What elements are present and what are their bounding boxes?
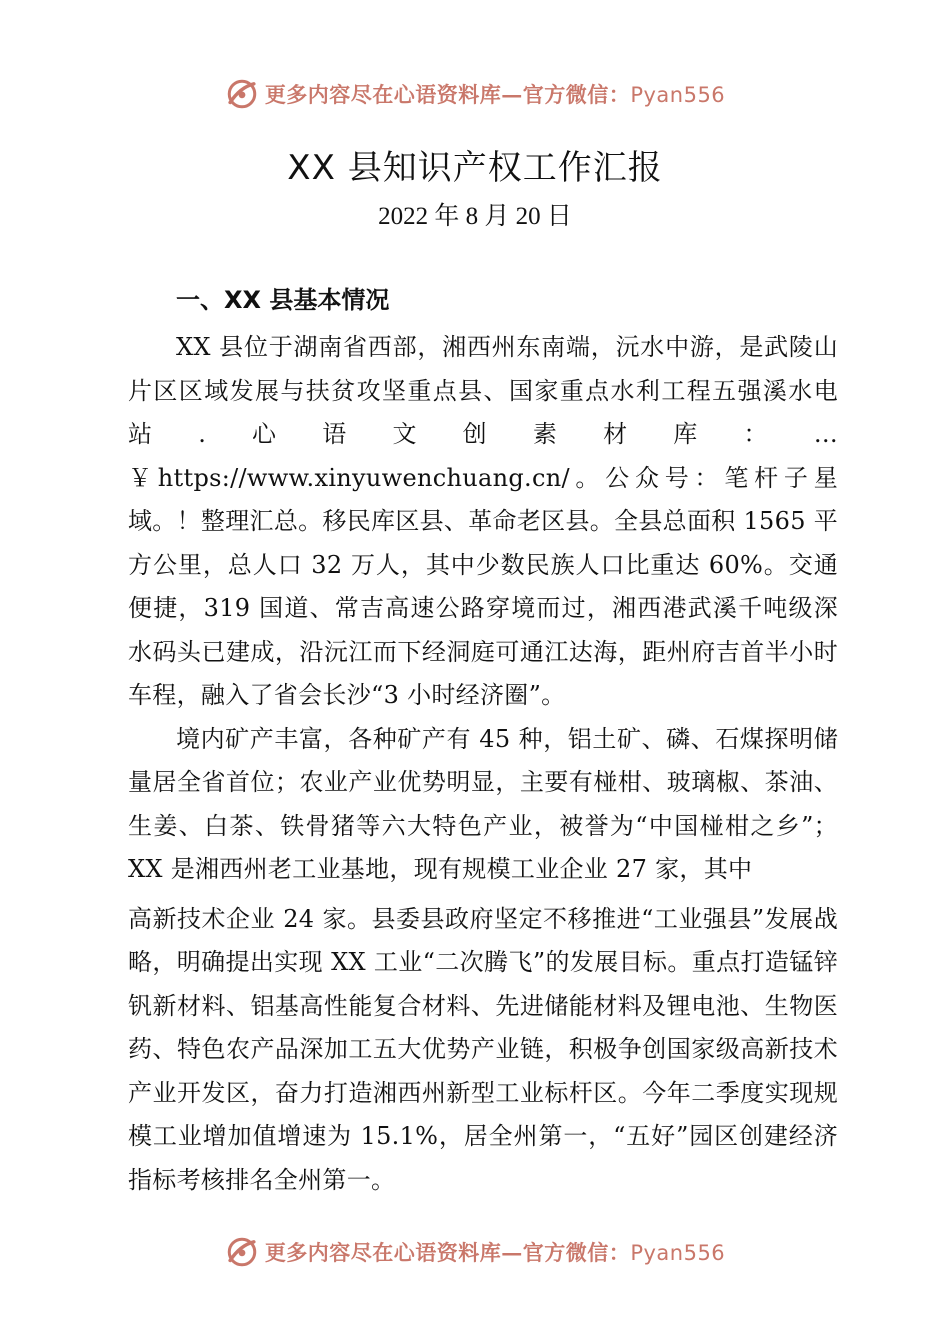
document-date: 2022 年 8 月 20 日: [378, 203, 572, 230]
watermark-banner-bottom: [0, 1230, 950, 1274]
section-heading: 一、XX 县基本情况: [176, 286, 390, 314]
watermark-banner-top: [0, 72, 950, 116]
document-title: XX 县知识产权工作汇报: [287, 148, 663, 188]
watermark-wechat-id: Pyan556: [630, 1241, 726, 1265]
watermark-wechat-id: Pyan556: [630, 83, 726, 107]
paragraph-2: 境内矿产丰富，各种矿产有 45 种，铝土矿、磷、石煤探明储量居全省首位；农业产业优势明显，主要有椪柑、玻璃椒、茶油、生姜、白茶、铁骨猪等六大特色产业，被誉为“中国椪柑之乡”；XX 是湘西州老工业基地，现有规模工业企业 27 家，其中: [128, 724, 838, 883]
paragraph-3: 高新技术企业 24 家。县委县政府坚定不移推进“工业强县”发展战略，明确提出实现 XX 工业“二次腾飞”的发展目标。重点打造锰锌钒新材料、铝基高性能复合材料、先进储能材料及锂电池、生物医药、特色农产品深加工五大优势产业链，积极争创国家级高新技术产业开发区，奋力打造湘西州新型工业标杆区。今年二季度实现规模工业增加值增速为 15.1%，居全州第一，“五好”园区创建经济指标考核排名全州第一。: [128, 904, 838, 1194]
brush-logo-icon: [225, 1235, 259, 1269]
document-body: [128, 282, 838, 1202]
brush-logo-icon: [225, 77, 259, 111]
watermark-text: 更多内容尽在心语资料库—官方微信：Pyan556: [264, 82, 726, 107]
paragraph-1: XX 县位于湖南省西部，湘西州东南端，沅水中游，是武陵山片区区域发展与扶贫攻坚重点县、国家重点水利工程五强溪水电站.心语文创素材库：…￥https://www.xinyuwenchuang.cn/。公众号：笔杆子星域。！整理汇总。移民库区县、革命老区县。全县总面积 1565 平方公里，总人口 32 万人，其中少数民族人口比重达 60%。交通便捷，319 国道、常吉高速公路穿境而过，湘西港武溪千吨级深水码头已建成，沿沅江而下经洞庭可通江达海，距州府吉首半小时车程，融入了省会长沙“3 小时经济圈”。: [128, 333, 838, 709]
watermark-text: 更多内容尽在心语资料库—官方微信：Pyan556: [264, 1240, 726, 1265]
